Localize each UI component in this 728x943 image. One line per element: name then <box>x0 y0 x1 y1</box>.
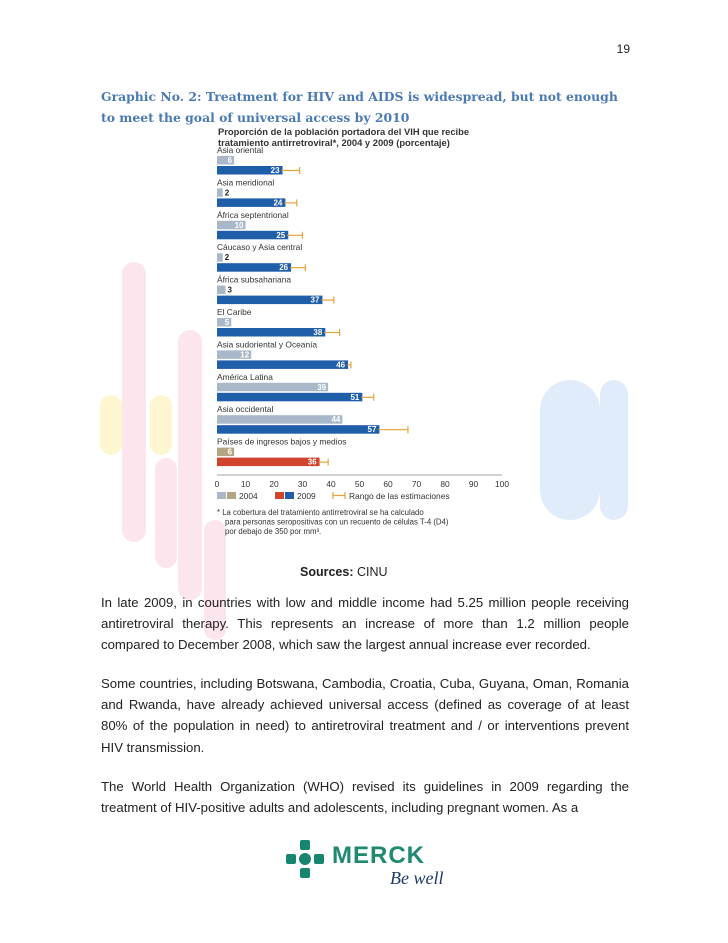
paragraph: In late 2009, in countries with low and middle income had 5.25 million people receiving antiretroviral therapy. This represents an increase of more than 1.2 million people compared to December 2008, which saw the largest annual increase ever recorded. <box>101 595 629 653</box>
category-label: Asia meridional <box>217 177 275 188</box>
category-label: África septentrional <box>217 209 289 220</box>
bar-label-2009: 25 <box>276 230 286 240</box>
legend-label-2009: 2009 <box>297 491 316 501</box>
merck-logo-brand: MERCK <box>332 842 425 869</box>
legend-label-2004: 2004 <box>239 491 258 501</box>
bar-2009 <box>217 328 325 337</box>
source-line <box>300 565 388 579</box>
bar-label-2009: 46 <box>336 360 346 370</box>
x-tick-label: 60 <box>383 479 393 489</box>
bar-2009 <box>217 425 379 434</box>
watermark-bar <box>540 380 600 520</box>
bar-2009 <box>217 360 348 369</box>
chart <box>208 120 518 560</box>
legend-swatch-2004-total <box>227 492 236 499</box>
chart-title: Proporción de la población portadora del VIH que recibe tratamiento antirretroviral*, 2004 y 2009 (porcentaje) <box>218 126 470 148</box>
bar-2004 <box>217 415 342 424</box>
category-label: África subsahariana <box>217 274 292 285</box>
paragraph: The World Health Organization (WHO) revised its guidelines in 2009 regarding the treatment of HIV-positive adults and adolescents, including pregnant women. As a <box>101 779 629 816</box>
watermark-bar <box>600 380 628 520</box>
bar-label-2009: 36 <box>307 457 317 467</box>
x-tick-label: 70 <box>411 479 422 489</box>
legend-label-range: Rango de las estimaciones <box>349 491 450 501</box>
x-tick-label: 0 <box>214 479 220 489</box>
bar-label-2009: 51 <box>350 392 360 402</box>
bar-label-2009: 38 <box>313 328 323 337</box>
category-label: Cáucaso y Asia central <box>217 242 303 253</box>
chart-svg <box>208 120 518 560</box>
bar-label-2004: 2 <box>224 253 230 263</box>
category-label: Países de ingresos bajos y medios <box>217 436 347 447</box>
watermark-bar <box>178 330 202 600</box>
graphic-heading: Graphic No. 2: Treatment for HIV and AIDS is widespread, but not enough to meet the goal of universal access by 2010 <box>101 89 618 125</box>
x-tick-label: 80 <box>440 479 450 489</box>
x-tick-label: 90 <box>468 479 479 489</box>
source-value: CINU <box>356 565 388 579</box>
legend-swatch-2009-total <box>275 492 284 499</box>
source-label: Sources: <box>300 565 354 579</box>
bar-label-2004: 10 <box>234 220 244 230</box>
category-label: América Latina <box>217 371 273 382</box>
category-label: Asia occidental <box>217 404 274 415</box>
x-tick-label: 10 <box>240 479 251 489</box>
bar-label-2004: 12 <box>240 350 250 360</box>
bar-label-2004: 6 <box>227 156 233 165</box>
bar-2004 <box>217 383 328 392</box>
watermark-bar <box>155 458 177 568</box>
bar-label-2004: 3 <box>227 285 233 295</box>
bar-label-2004: 39 <box>317 382 327 392</box>
watermark-bar <box>100 395 122 455</box>
page-number: 19 <box>616 42 630 56</box>
watermark-bar <box>150 395 172 455</box>
bar-label-2009: 23 <box>270 166 280 175</box>
bar-label-2009: 37 <box>310 295 320 305</box>
bar-2009 <box>217 458 320 467</box>
bar-2004 <box>217 253 223 262</box>
x-tick-label: 30 <box>297 479 308 489</box>
x-tick-label: 100 <box>495 479 509 489</box>
bar-2009 <box>217 393 362 402</box>
category-label: Asia oriental <box>217 145 264 155</box>
merck-logo-tagline: Be well <box>390 868 444 888</box>
x-tick-label: 40 <box>326 479 336 489</box>
bar-label-2004: 2 <box>224 188 230 198</box>
merck-logo <box>282 836 462 892</box>
bar-label-2004: 44 <box>331 415 341 425</box>
bar-label-2009: 24 <box>273 198 283 208</box>
bar-label-2004: 5 <box>224 318 230 327</box>
bar-2004 <box>217 286 226 295</box>
chart-footnote: * La cobertura del tratamiento antirretroviral se ha calculado para personas seropositivas con un recuento de células T-4 (D4) por debajo de 350 por mm³. <box>217 508 449 536</box>
bar-label-2009: 26 <box>279 263 289 273</box>
bar-2009 <box>217 296 322 305</box>
bar-label-2009: 57 <box>367 425 377 435</box>
bar-label-2004: 6 <box>227 447 233 457</box>
category-label: El Caribe <box>217 307 252 317</box>
legend-swatch-2009 <box>285 492 294 499</box>
bar-2004 <box>217 188 223 197</box>
x-tick-label: 50 <box>354 479 365 489</box>
legend-swatch-2004 <box>217 492 226 499</box>
paragraph: Some countries, including Botswana, Cambodia, Croatia, Cuba, Guyana, Oman, Romania and Rwanda, have already achieved universal access (defined as coverage of at least 80% of the population in need) to antiretroviral treatment and / or interventions prevent HIV transmission. <box>101 676 629 755</box>
category-label: Asia sudoriental y Oceanía <box>217 339 318 350</box>
x-tick-label: 20 <box>269 479 279 489</box>
watermark-bar <box>122 262 146 542</box>
